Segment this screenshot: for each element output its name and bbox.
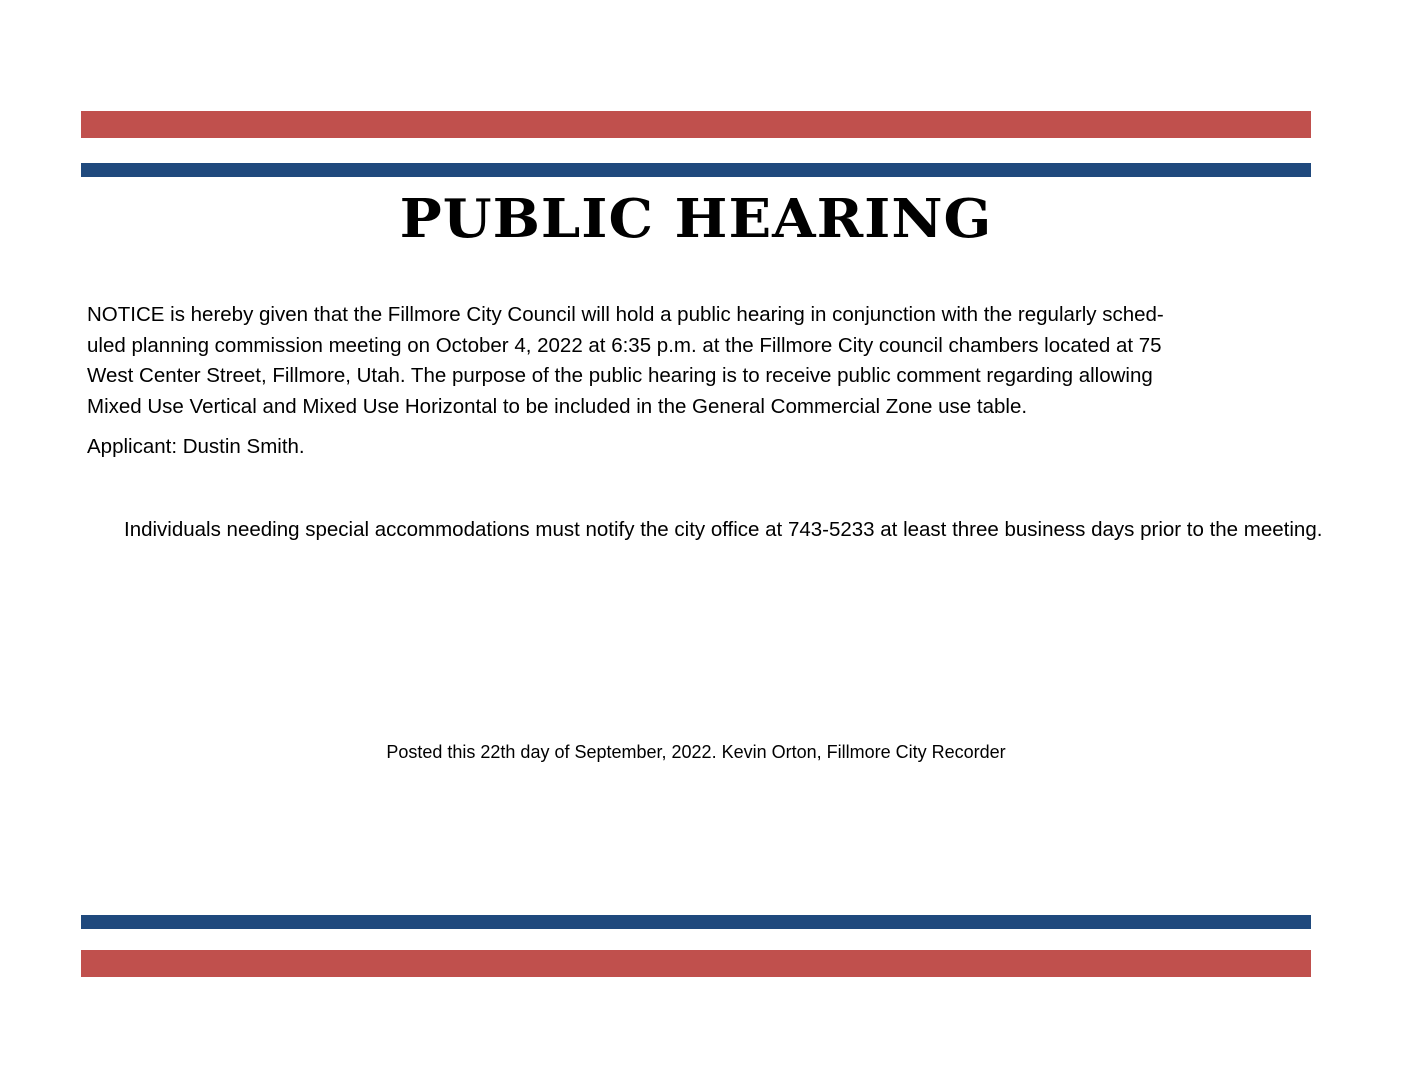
top-blue-stripe — [81, 163, 1311, 177]
page-title: PUBLIC HEARING — [399, 187, 993, 251]
applicant-text: Applicant: Dustin Smith. — [87, 435, 305, 458]
notice-line: West Center Street, Fillmore, Utah. The purpose of the public hearing is to receive public comment regarding allowing — [87, 364, 1153, 387]
accommodations-text: Individuals needing special accommodations must notify the city office at 743-5233 at least three business days prior to the meeting. — [124, 518, 1323, 541]
notice-paragraph — [87, 300, 1302, 422]
notice-line: Mixed Use Vertical and Mixed Use Horizontal to be included in the General Commercial Zone use table. — [87, 394, 1028, 418]
bottom-blue-stripe — [81, 915, 1311, 929]
posted-text: Posted this 22th day of September, 2022. Kevin Orton, Fillmore City Recorder — [386, 742, 1006, 762]
notice-line: uled planning commission meeting on October 4, 2022 at 6:35 p.m. at the Fillmore City council chambers located at 75 — [87, 333, 1162, 357]
notice-line: NOTICE is hereby given that the Fillmore City Council will hold a public hearing in conjunction with the regularly sched- — [87, 303, 1164, 326]
top-red-stripe — [81, 111, 1311, 138]
bottom-red-stripe — [81, 950, 1311, 977]
